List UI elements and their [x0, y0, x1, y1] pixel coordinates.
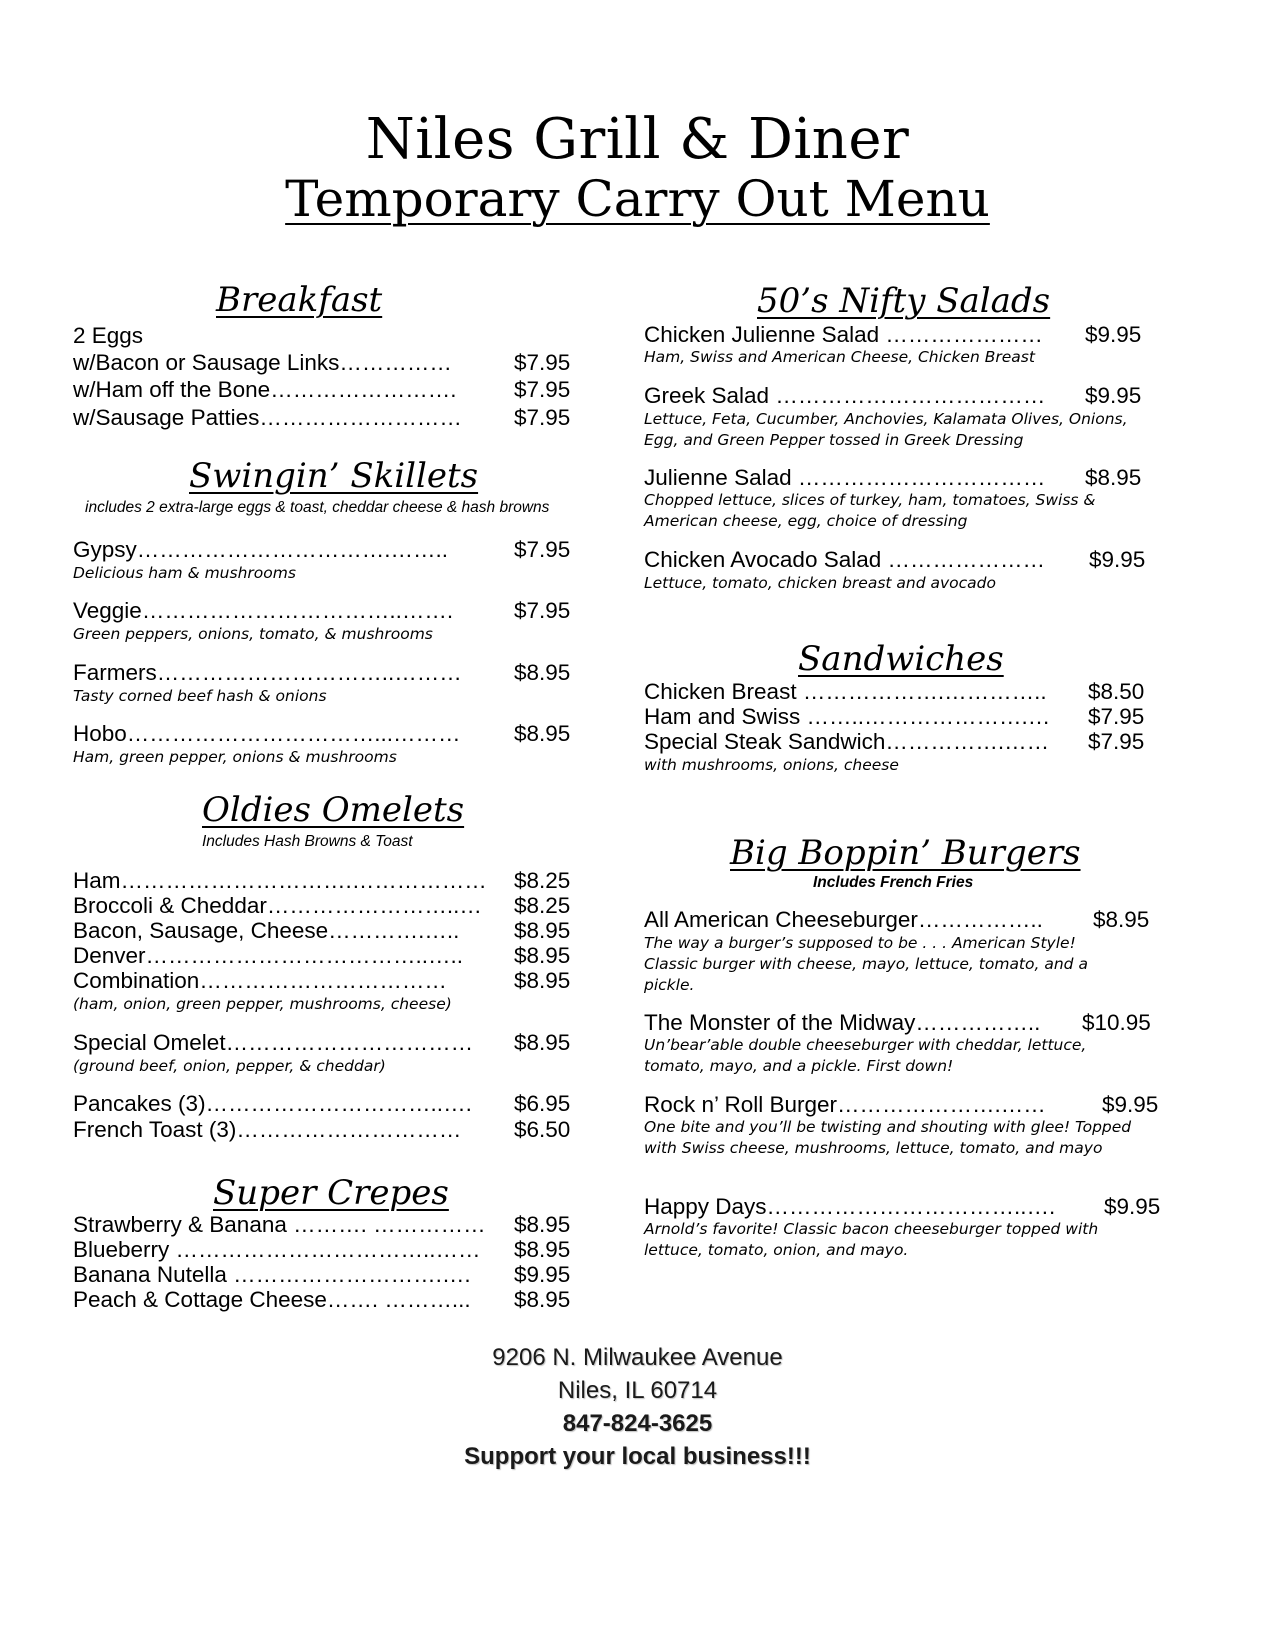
menu-item-name: French Toast (3)…………………………: [73, 1117, 462, 1142]
menu-item-name: Farmers…………………………..………: [73, 660, 462, 685]
section-note: Includes French Fries: [813, 874, 974, 891]
menu-item-name: Hobo……………………………...………: [73, 721, 461, 746]
menu-item-price: $7.95: [1088, 704, 1145, 729]
menu-item-price: $8.95: [1085, 465, 1142, 490]
menu-item-price: $9.95: [1089, 547, 1146, 572]
menu-item-description: (ground beef, onion, pepper, & cheddar): [73, 1057, 386, 1075]
menu-item-description: Lettuce, tomato, chicken breast and avocado: [644, 574, 996, 592]
menu-item-name: Banana Nutella ……………………….….: [73, 1262, 471, 1287]
section-heading-omelets: Oldies Omelets: [202, 790, 465, 830]
menu-item-price: $8.95: [514, 660, 571, 685]
menu-item-name: Strawberry & Banana ………. ……………: [73, 1212, 486, 1237]
menu-item-price: $8.50: [1088, 679, 1145, 704]
restaurant-title: Niles Grill & Diner: [365, 107, 910, 172]
menu-item-price: $8.25: [514, 893, 571, 918]
menu-subtitle: Temporary Carry Out Menu: [285, 170, 990, 228]
section-heading-burgers: Big Boppin’ Burgers: [730, 833, 1081, 873]
footer-phone: 847-824-3625: [562, 1410, 713, 1437]
menu-item-description: Un’bear’able double cheeseburger with cheddar, lettuce, tomato, mayo, and a pickle. First down!: [644, 1036, 1087, 1075]
menu-item-price: $7.95: [1088, 729, 1145, 754]
menu-item-description: (ham, onion, green pepper, mushrooms, cheese): [73, 995, 452, 1013]
menu-item-description: with mushrooms, onions, cheese: [644, 756, 899, 774]
menu-item-name: Gypsy…………………………….……..: [73, 537, 449, 562]
menu-item-description: Tasty corned beef hash & onions: [73, 687, 327, 705]
section-heading-sandwiches: Sandwiches: [798, 639, 1004, 679]
menu-item-price: $9.95: [1085, 322, 1142, 347]
menu-item-name: Rock n’ Roll Burger………………….……: [644, 1092, 1046, 1117]
menu-item-price: $9.95: [1104, 1194, 1161, 1219]
menu-item-price: $8.95: [514, 968, 571, 993]
menu-item-name: Chicken Avocado Salad …………………: [644, 547, 1046, 572]
menu-item-price: $8.95: [514, 1030, 571, 1055]
breakfast-intro: 2 Eggs: [73, 323, 144, 348]
menu-item-price: $9.95: [1102, 1092, 1159, 1117]
menu-item-name: All American Cheeseburger……………..: [644, 907, 1043, 932]
menu-item-name: w/Bacon or Sausage Links……………: [73, 350, 452, 375]
menu-item-name: Broccoli & Cheddar……………………..…: [73, 893, 482, 918]
menu-item-description: The way a burger’s supposed to be . . . American Style! Classic burger with cheese, mayo, lettuce, tomato, and a pickle.: [644, 934, 1088, 994]
menu-item-name: Combination……………………………: [73, 968, 447, 993]
menu-item-name: Peach & Cottage Cheese……. ………...: [73, 1287, 471, 1312]
menu-item-name: w/Ham off the Bone…………………….: [73, 377, 457, 402]
menu-item-name: Happy Days……………………………..….: [644, 1194, 1056, 1219]
menu-item-description: Green peppers, onions, tomato, & mushrooms: [73, 625, 433, 643]
menu-item-description: Arnold’s favorite! Classic bacon cheeseburger topped with lettuce, tomato, onion, and mayo.: [644, 1220, 1099, 1259]
menu-item-name: Special Steak Sandwich…………….……: [644, 729, 1050, 754]
menu-item-price: $7.95: [514, 350, 571, 375]
section-heading-skillets: Swingin’ Skillets: [189, 456, 479, 496]
menu-item-name: Julienne Salad ……………………………: [644, 465, 1046, 490]
section-heading-salads: 50’s Nifty Salads: [757, 281, 1051, 321]
footer-slogan: Support your local business!!!: [464, 1443, 811, 1470]
menu-item-price: $8.95: [514, 943, 571, 968]
menu-item-name: w/Sausage Patties………………………: [73, 405, 462, 430]
menu-item-name: Veggie……………………………..…….: [73, 598, 454, 623]
menu-item-price: $8.95: [514, 1212, 571, 1237]
menu-item-price: $9.95: [514, 1262, 571, 1287]
section-heading-breakfast: Breakfast: [216, 280, 383, 320]
footer-address: 9206 N. Milwaukee Avenue: [492, 1344, 783, 1371]
menu-item-price: $7.95: [514, 598, 571, 623]
menu-item-description: Ham, green pepper, onions & mushrooms: [73, 748, 397, 766]
menu-item-name: Greek Salad ………………………………: [644, 383, 1046, 408]
menu-item-name: Special Omelet……………………………: [73, 1030, 474, 1055]
menu-item-description: One bite and you’ll be twisting and shouting with glee! Topped with Swiss cheese, mushrooms, lettuce, tomato, and mayo: [644, 1118, 1132, 1157]
menu-item-price: $8.95: [514, 1237, 571, 1262]
menu-item-price: $10.95: [1082, 1010, 1151, 1035]
menu-item-price: $8.25: [514, 868, 571, 893]
menu-item-name: Ham and Swiss ……..………………….…: [644, 704, 1051, 729]
section-heading-crepes: Super Crepes: [213, 1173, 449, 1213]
menu-item-description: Delicious ham & mushrooms: [73, 564, 296, 582]
menu-item-name: Chicken Breast ……………….…………..: [644, 679, 1047, 704]
menu-item-price: $8.95: [514, 918, 571, 943]
menu-item-name: The Monster of the Midway……………..: [644, 1010, 1041, 1035]
footer-city: Niles, IL 60714: [557, 1377, 718, 1404]
menu-item-name: Ham………………………….………………: [73, 868, 487, 893]
menu-item-description: Lettuce, Feta, Cucumber, Anchovies, Kalamata Olives, Onions, Egg, and Green Pepper tossed in Greek Dressing: [644, 410, 1128, 449]
menu-item-name: Blueberry ……………………………..……: [73, 1237, 481, 1262]
menu-item-name: Bacon, Sausage, Cheese………….…..: [73, 918, 460, 943]
menu-item-price: $8.95: [514, 1287, 571, 1312]
menu-item-price: $8.95: [1093, 907, 1150, 932]
menu-item-name: Pancakes (3)…………………………..….: [73, 1091, 472, 1116]
menu-item-price: $7.95: [514, 537, 571, 562]
menu-item-description: Chopped lettuce, slices of turkey, ham, tomatoes, Swiss & American cheese, egg, choice of dressing: [644, 491, 1096, 530]
menu-item-price: $6.50: [514, 1117, 571, 1142]
menu-item-description: Ham, Swiss and American Cheese, Chicken Breast: [644, 348, 1035, 366]
menu-item-price: $7.95: [514, 377, 571, 402]
menu-item-price: $7.95: [514, 405, 571, 430]
menu-item-price: $8.95: [514, 721, 571, 746]
menu-item-price: $9.95: [1085, 383, 1142, 408]
section-note: includes 2 extra-large eggs & toast, cheddar cheese & hash browns: [85, 499, 550, 516]
section-note: Includes Hash Browns & Toast: [202, 833, 413, 850]
menu-item-price: $6.95: [514, 1091, 571, 1116]
menu-item-name: Chicken Julienne Salad …………………: [644, 322, 1043, 347]
menu-item-name: Denver………………………………..…..: [73, 943, 464, 968]
